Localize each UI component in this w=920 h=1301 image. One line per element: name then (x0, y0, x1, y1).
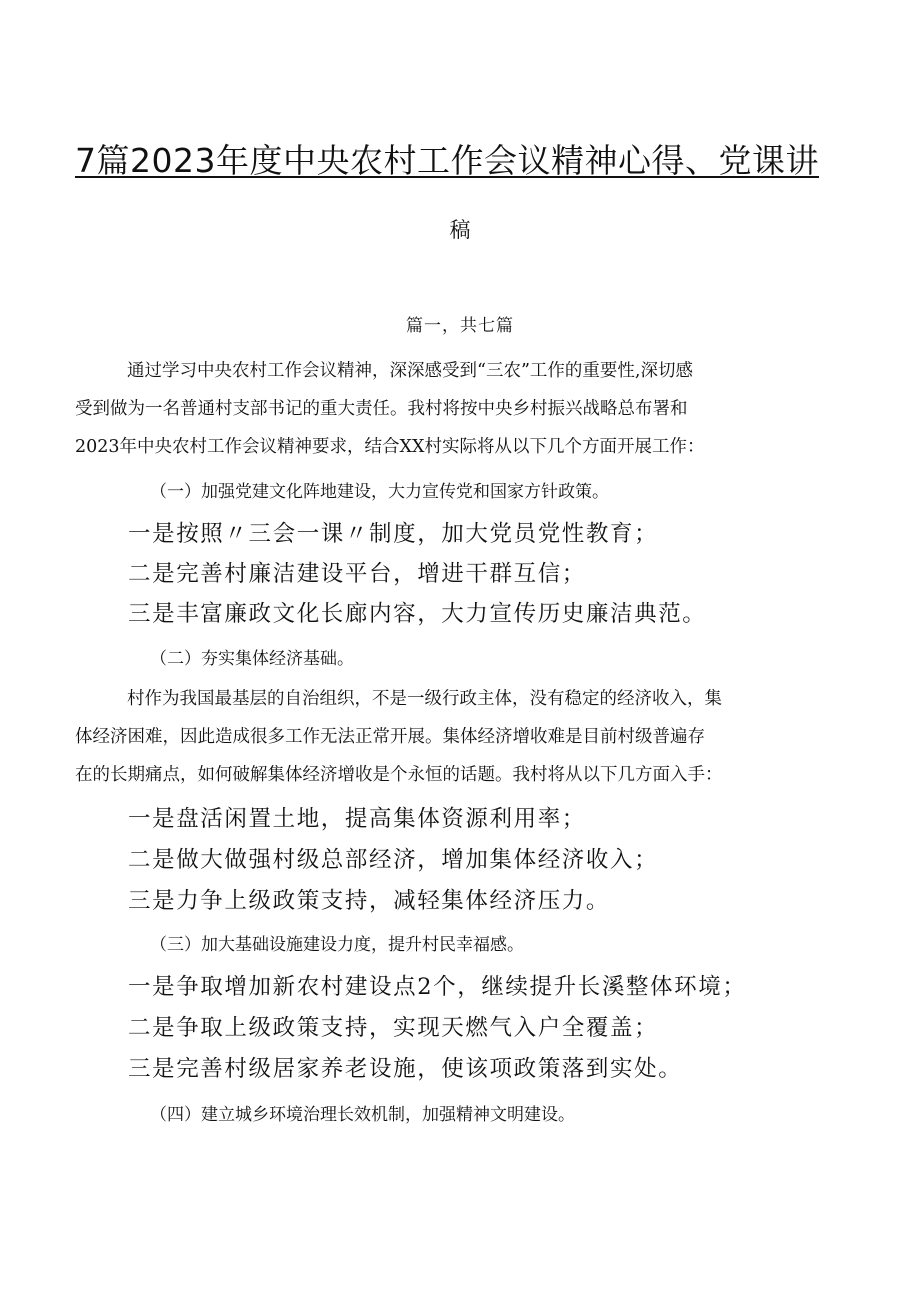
paragraph-line: 在的长期痛点，如何破解集体经济增收是个永恒的话题。我村将从以下几方面入手： (75, 765, 723, 785)
section-heading-2: （二）夯实集体经济基础。 (150, 649, 354, 669)
article-subtitle: 篇一，共七篇 (406, 316, 514, 336)
paragraph-line: 2023年中央农村工作会议精神要求，结合XX村实际将从以下几个方面开展工作： (75, 437, 705, 457)
list-item: 一是按照〃三会一课〃制度，加大党员党性教育； (128, 521, 659, 547)
list-item: 二是争取上级政策支持，实现天燃气入户全覆盖； (128, 1015, 659, 1041)
section-heading-4: （四）建立城乡环境治理长效机制，加强精神文明建设。 (150, 1105, 575, 1125)
section-heading-1: （一）加强党建文化阵地建设，大力宣传党和国家方针政策。 (150, 482, 609, 502)
list-item: 一是争取增加新农村建设点2个，继续提升长溪整体环境； (128, 974, 747, 1000)
list-item: 三是完善村级居家养老设施，使该项政策落到实处。 (128, 1056, 683, 1082)
section2-paragraph (75, 680, 860, 794)
list-item: 三是力争上级政策支持，减轻集体经济压力。 (128, 888, 611, 914)
document-title: 7篇2023年度中央农村工作会议精神心得、党课讲 (75, 141, 819, 180)
paragraph-line: 村作为我国最基层的自治组织，不是一级行政主体，没有稳定的经济收入，集 (127, 689, 722, 709)
section-heading-3: （三）加大基础设施建设力度，提升村民幸福感。 (150, 935, 524, 955)
document-title-continuation: 稿 (449, 218, 471, 242)
intro-paragraph (75, 352, 860, 466)
list-item: 二是完善村廉洁建设平台，增进干群互信； (128, 561, 586, 587)
paragraph-line: 受到做为一名普通村支部书记的重大责任。我村将按中央乡村振兴战略总布署和 (75, 399, 688, 419)
list-item: 一是盘活闲置土地，提高集体资源利用率； (128, 806, 586, 832)
list-item: 二是做大做强村级总部经济，增加集体经济收入； (128, 847, 659, 873)
paragraph-line: 体经济困难，因此造成很多工作无法正常开展。集体经济增收难是目前村级普遍存 (75, 727, 705, 747)
list-item: 三是丰富廉政文化长廊内容，大力宣传历史廉洁典范。 (128, 601, 707, 627)
paragraph-line: 通过学习中央农村工作会议精神，深深感受到“三农”工作的重要性,深切感 (127, 361, 693, 381)
